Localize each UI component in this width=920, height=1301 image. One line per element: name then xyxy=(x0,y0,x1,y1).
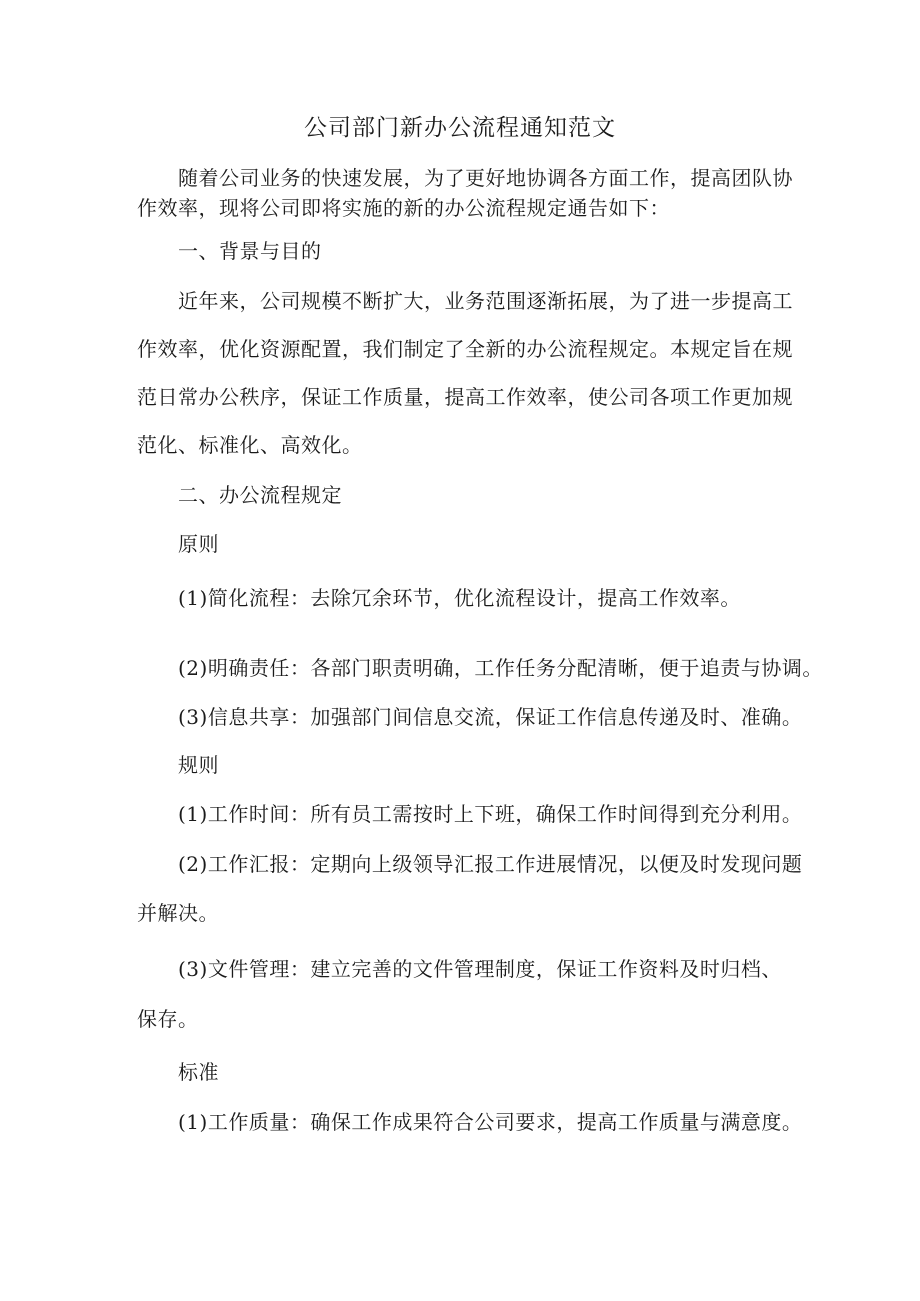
background-para-line-1: 近年来，公司规模不断扩大，业务范围逐渐拓展，为了进一步提高工 xyxy=(178,289,793,313)
section-heading-background: 一、背景与目的 xyxy=(178,239,322,263)
rule-item-3-line-1: (3)文件管理：建立完善的文件管理制度，保证工作资料及时归档、 xyxy=(178,957,782,981)
rule-item-2-line-1: (2)工作汇报：定期向上级领导汇报工作进展情况，以便及时发现问题 xyxy=(178,852,803,876)
subheading-rules: 规则 xyxy=(178,753,219,777)
section-heading-process: 二、办公流程规定 xyxy=(178,483,342,507)
page-title: 公司部门新办公流程通知范文 xyxy=(304,115,616,141)
principle-item-2: (2)明确责任：各部门职责明确，工作任务分配清晰，便于追责与协调。 xyxy=(178,656,823,680)
intro-line-1: 随着公司业务的快速发展，为了更好地协调各方面工作，提高团队协 xyxy=(178,166,793,190)
rule-item-3-line-2: 保存。 xyxy=(137,1007,199,1031)
background-para-line-3: 范日常办公秩序，保证工作质量，提高工作效率，使公司各项工作更加规 xyxy=(137,385,793,409)
principle-item-1: (1)简化流程：去除冗余环节，优化流程设计，提高工作效率。 xyxy=(178,586,741,610)
principle-item-3: (3)信息共享：加强部门间信息交流，保证工作信息传递及时、准确。 xyxy=(178,705,803,729)
background-para-line-4: 范化、标准化、高效化。 xyxy=(137,433,363,457)
intro-line-2: 作效率，现将公司即将实施的新的办公流程规定通告如下： xyxy=(137,196,670,220)
rule-item-1: (1)工作时间：所有员工需按时上下班，确保工作时间得到充分利用。 xyxy=(178,802,803,826)
background-para-line-2: 作效率，优化资源配置，我们制定了全新的办公流程规定。本规定旨在规 xyxy=(137,337,793,361)
rule-item-2-line-2: 并解决。 xyxy=(137,901,219,925)
subheading-principles: 原则 xyxy=(178,532,219,556)
standard-item-1: (1)工作质量：确保工作成果符合公司要求，提高工作质量与满意度。 xyxy=(178,1110,803,1134)
subheading-standards: 标准 xyxy=(178,1060,219,1084)
